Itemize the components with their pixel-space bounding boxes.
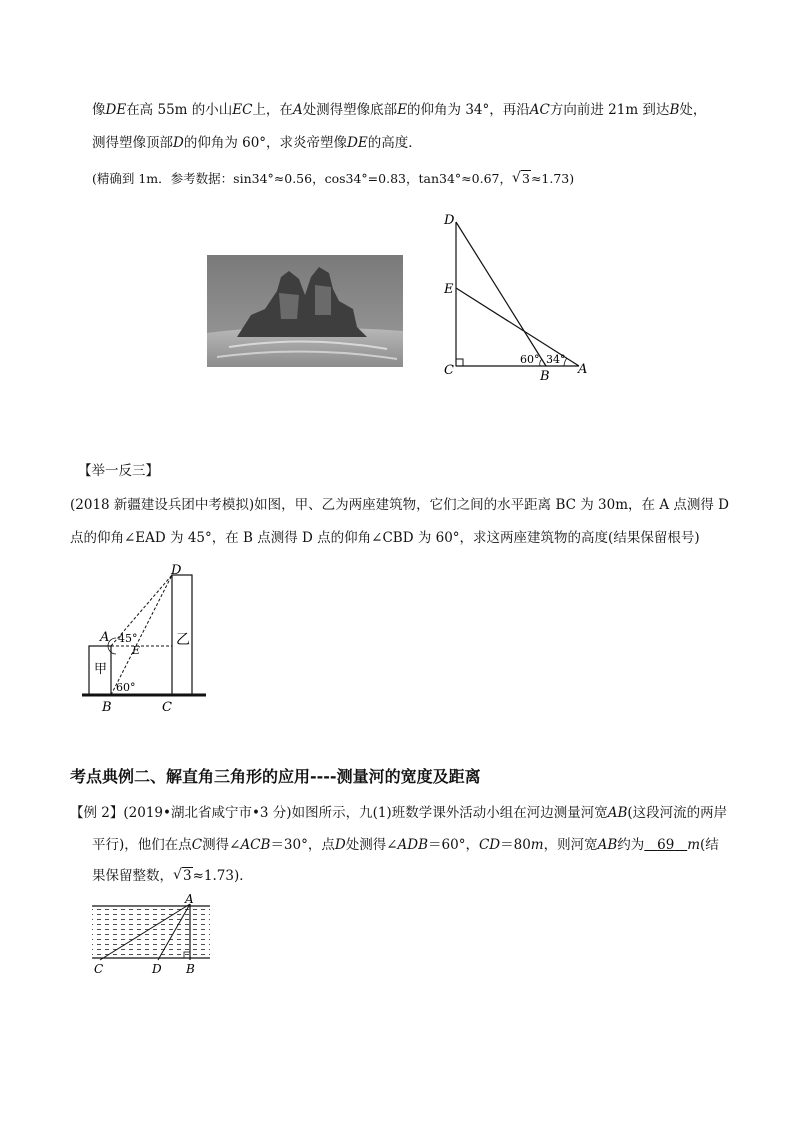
- angle-60-label: 60°: [116, 681, 136, 694]
- label-jia: 甲: [94, 662, 108, 677]
- figure3-river: [88, 892, 218, 978]
- label-c: C: [94, 962, 104, 976]
- sqrt-symbol: √ 3: [512, 169, 531, 189]
- label-d: D: [152, 962, 162, 976]
- label-b: B: [186, 962, 195, 976]
- angle-34-label: 34°: [546, 353, 566, 366]
- statue-photo: [207, 255, 403, 367]
- example2-line3: 果保留整数，√ 3≈1.73)．: [92, 866, 253, 886]
- example3-heading: 【举一反三】: [78, 463, 159, 479]
- line-db: [456, 222, 546, 366]
- example2-line1: 【例 2】(2019•湖北省咸宁市•3 分)如图所示，九(1)班数学课外活动小组在河边测量河宽AB(这段河流的两岸: [70, 805, 728, 821]
- label-b: B: [540, 369, 550, 384]
- figure1-triangle: [436, 205, 596, 385]
- label-c: C: [162, 700, 172, 715]
- example3-line1: (2018 新疆建设兵团中考模拟)如图，甲、乙为两座建筑物，它们之间的水平距离 BC 为 30m，在 A 点测得 D: [70, 497, 729, 513]
- label-d: D: [444, 213, 455, 228]
- label-a: A: [578, 362, 588, 377]
- angle-60-label: 60°: [520, 353, 540, 366]
- figure2-buildings: [78, 558, 213, 718]
- section2-title: 考点典例二、解直角三角形的应用----测量河的宽度及距离: [70, 767, 481, 786]
- label-b: B: [102, 700, 112, 715]
- problem1-reference-data: (精确到 1m．参考数据：sin34°≈0.56，cos34°=0.83，tan34°≈0.67，√ 3≈1.73): [92, 169, 574, 189]
- label-a: A: [100, 630, 110, 645]
- label-e: E: [444, 282, 454, 297]
- label-a: A: [185, 892, 194, 906]
- label-c: C: [444, 363, 454, 378]
- label-e: E: [132, 644, 141, 657]
- label-d: D: [171, 563, 182, 578]
- right-angle-mark: [456, 359, 463, 366]
- example3-line2: 点的仰角∠EAD 为 45°，在 B 点测得 D 点的仰角∠CBD 为 60°，求这两座建筑物的高度(结果保留根号): [70, 530, 700, 546]
- river-water: [92, 906, 210, 958]
- angle-45-label: 45°: [118, 632, 138, 645]
- answer-blank: 69: [657, 837, 675, 853]
- problem1-line2: 测得塑像顶部D的仰角为 60°，求炎帝塑像DE的高度．: [92, 135, 422, 151]
- sqrt-symbol: √ 3: [173, 866, 193, 886]
- example2-line2: 平行)，他们在点C测得∠ACB＝30°，点D处测得∠ADB＝60°，CD＝80m，则河宽AB约为 69 m(结: [92, 837, 719, 853]
- label-yi: 乙: [176, 632, 190, 648]
- problem1-line1: 像DE在高 55m 的小山EC上，在A处测得塑像底部E的仰角为 34°，再沿AC方向前进 21m 到达B处，: [92, 102, 707, 118]
